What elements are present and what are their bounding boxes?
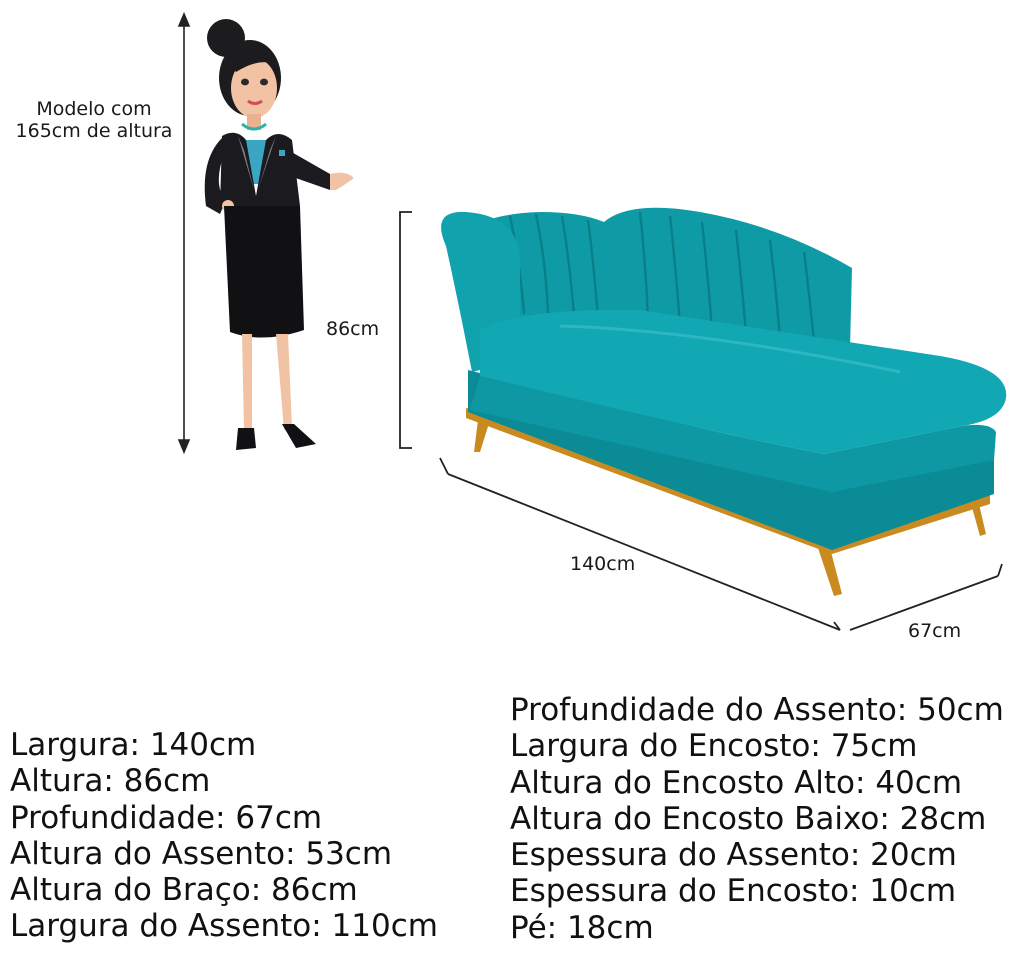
spec-altura: Altura: 86cm xyxy=(10,763,211,800)
specs-list-right xyxy=(510,692,1004,946)
chaise-sofa xyxy=(441,208,1006,596)
spec-largura-assento: Largura do Assento: 110cm xyxy=(10,908,438,945)
spec-largura: Largura: 140cm xyxy=(10,727,257,763)
model-height-indicator xyxy=(179,14,189,452)
spec-profundidade-assento: Profundidade do Assento: 50cm xyxy=(510,692,1004,728)
spec-espessura-encosto: Espessura do Encosto: 10cm xyxy=(510,873,957,910)
woman-model-figure xyxy=(205,19,354,450)
model-caption-line1: Modelo com xyxy=(36,98,152,120)
spec-altura-encosto-baixo: Altura do Encosto Baixo: 28cm xyxy=(510,800,987,837)
height-bracket xyxy=(400,212,412,448)
spec-altura-braco: Altura do Braço: 86cm xyxy=(10,872,358,909)
spec-altura-assento: Altura do Assento: 53cm xyxy=(10,835,393,872)
spec-espessura-assento: Espessura do Assento: 20cm xyxy=(510,837,957,874)
height-dimension-label: 86cm xyxy=(326,318,380,340)
spec-largura-encosto: Largura do Encosto: 75cm xyxy=(510,728,918,765)
model-caption-line2: 165cm de altura xyxy=(15,120,173,142)
model-height-caption xyxy=(4,98,184,142)
spec-profundidade: Profundidade: 67cm xyxy=(10,799,323,836)
depth-dimension-label: 67cm xyxy=(908,620,962,642)
specs-list-left xyxy=(10,727,438,945)
spec-altura-encosto-alto: Altura do Encosto Alto: 40cm xyxy=(510,764,963,801)
spec-pe: Pé: 18cm xyxy=(510,909,654,946)
width-dimension-label: 140cm xyxy=(570,553,636,575)
